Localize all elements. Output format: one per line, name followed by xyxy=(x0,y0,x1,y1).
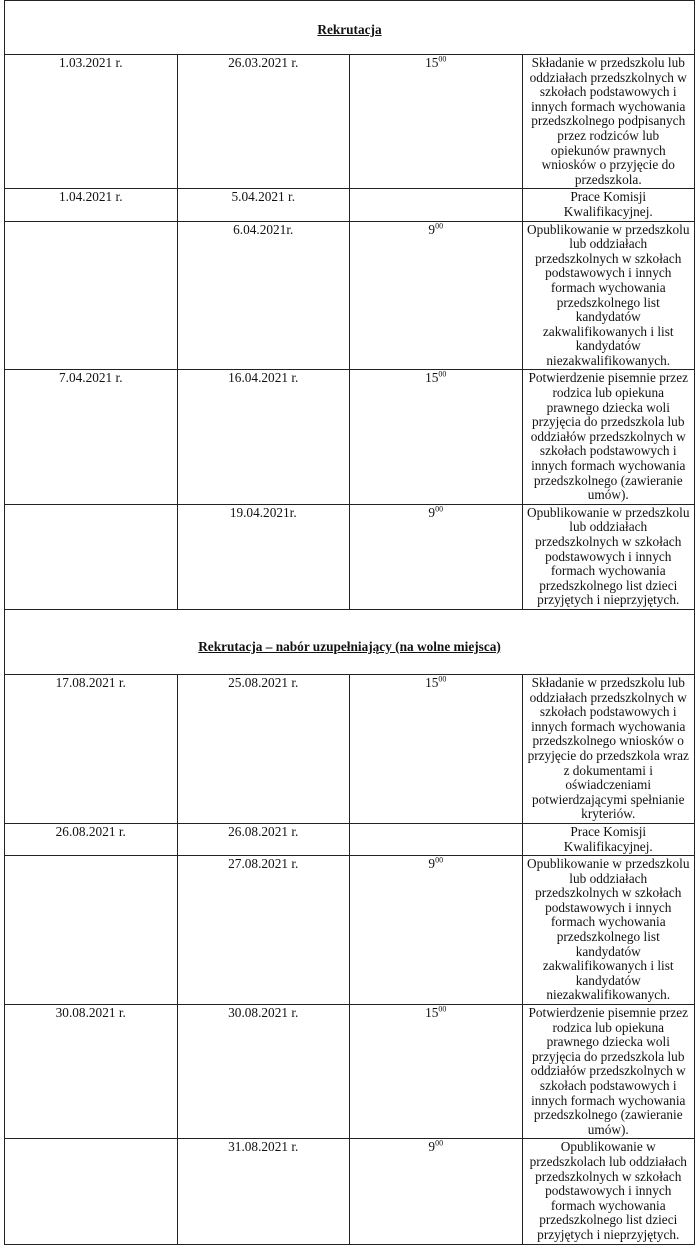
deadline-hour: 9 xyxy=(428,504,436,520)
start-date: 7.04.2021 r. xyxy=(58,370,123,386)
deadline-hour: 15 xyxy=(425,370,439,386)
end-date: 19.04.2021r. xyxy=(229,504,297,520)
end-date: 26.03.2021 r. xyxy=(228,55,299,70)
section-title: Rekrutacja xyxy=(5,1,695,55)
start-date: 30.08.2021 r. xyxy=(55,1005,126,1021)
deadline-minutes: 00 xyxy=(438,674,447,684)
deadline-hour-cell xyxy=(350,189,523,221)
activity-description: Opublikowanie w przedszkolu lub oddziałach przedszkolnych w szkołach podstawowych i innych formach wychowania przedszkolnego list kandydatów zakwalifikowanych i list kandydatów niezakwalifikowanych. xyxy=(522,856,695,1005)
deadline-hour-cell xyxy=(350,1139,523,1244)
end-date-cell xyxy=(177,55,350,189)
deadline-hour-cell xyxy=(350,856,523,1005)
schedule-row xyxy=(5,856,695,1005)
deadline-hour-cell xyxy=(350,504,523,609)
start-date: 26.08.2021 r. xyxy=(55,823,126,839)
end-date: 30.08.2021 r. xyxy=(228,1005,299,1021)
end-date: 5.04.2021 r. xyxy=(231,189,296,205)
activity-description: Składanie w przedszkolu lub oddziałach przedszkolnych w szkołach podstawowych i innych formach wychowania przedszkolnego wniosków o przyjęcie do przedszkola wraz z dokumentami i oświadczeniami potwierdzającymi spełnianie kryteriów. xyxy=(522,674,695,823)
deadline-hour-cell xyxy=(350,370,523,504)
deadline-minutes: 00 xyxy=(438,1004,447,1014)
section-title: Rekrutacja – nabór uzupełniający (na wolne miejsca) xyxy=(5,609,695,674)
schedule-row xyxy=(5,504,695,609)
deadline-hour: 9 xyxy=(428,856,436,872)
schedule-table xyxy=(4,0,695,1245)
end-date-cell xyxy=(177,221,350,370)
end-date-cell xyxy=(177,189,350,221)
start-date: 17.08.2021 r. xyxy=(55,674,126,690)
start-date-cell xyxy=(5,504,178,609)
start-date-cell xyxy=(5,370,178,504)
deadline-minutes: 00 xyxy=(438,370,447,380)
end-date-cell xyxy=(177,674,350,823)
schedule-table-body xyxy=(5,1,695,1245)
start-date-cell xyxy=(5,1005,178,1139)
schedule-row xyxy=(5,221,695,370)
start-date-cell xyxy=(5,189,178,221)
deadline-hour-cell xyxy=(350,823,523,855)
end-date: 25.08.2021 r. xyxy=(228,674,299,690)
end-date-cell xyxy=(177,370,350,504)
deadline-minutes: 00 xyxy=(435,504,444,514)
schedule-row xyxy=(5,674,695,823)
schedule-row xyxy=(5,189,695,221)
start-date-cell xyxy=(5,55,178,189)
deadline-minutes: 00 xyxy=(435,221,444,231)
schedule-row xyxy=(5,1005,695,1139)
deadline-hour-cell xyxy=(350,1005,523,1139)
deadline-hour: 9 xyxy=(428,1139,436,1155)
start-date: 1.03.2021 r. xyxy=(58,55,123,70)
deadline-minutes: 00 xyxy=(435,1138,444,1148)
activity-description: Składanie w przedszkolu lub oddziałach przedszkolnych w szkołach podstawowych i innych formach wychowania przedszkolnego podpisanych przez rodziców lub opiekunów prawnych wniosków o przyjęcie do przedszkola. xyxy=(522,55,695,189)
schedule-row xyxy=(5,370,695,504)
activity-description: Potwierdzenie pisemnie przez rodzica lub opiekuna prawnego dziecka woli przyjęcia do przedszkola lub oddziałów przedszkolnych w szkołach podstawowych i innych formach wychowania przedszkolnego (zawieranie umów). xyxy=(522,1005,695,1139)
end-date-cell xyxy=(177,1139,350,1244)
start-date-cell xyxy=(5,674,178,823)
activity-description: Potwierdzenie pisemnie przez rodzica lub opiekuna prawnego dziecka woli przyjęcia do przedszkola lub oddziałów przedszkolnych w szkołach podstawowych i innych formach wychowania przedszkolnego (zawieranie umów). xyxy=(522,370,695,504)
recruitment-schedule-document xyxy=(4,0,695,1245)
end-date-cell xyxy=(177,504,350,609)
section-header-row xyxy=(5,609,695,674)
end-date: 26.08.2021 r. xyxy=(228,823,299,839)
deadline-hour-cell xyxy=(350,674,523,823)
end-date-cell xyxy=(177,823,350,855)
end-date: 16.04.2021 r. xyxy=(228,370,299,386)
end-date: 6.04.2021r. xyxy=(233,221,294,237)
end-date-cell xyxy=(177,856,350,1005)
activity-description: Opublikowanie w przedszkolach lub oddziałach przedszkolnych w szkołach podstawowych i innych formach wychowania przedszkolnego list dzieci przyjętych i nieprzyjętych. xyxy=(522,1139,695,1244)
deadline-hour: 15 xyxy=(425,55,439,70)
schedule-row xyxy=(5,823,695,855)
activity-description: Opublikowanie w przedszkolu lub oddziałach przedszkolnych w szkołach podstawowych i innych formach wychowania przedszkolnego list dzieci przyjętych i nieprzyjętych. xyxy=(522,504,695,609)
deadline-hour: 9 xyxy=(428,221,436,237)
start-date-cell xyxy=(5,1139,178,1244)
start-date-cell xyxy=(5,856,178,1005)
schedule-row xyxy=(5,1139,695,1244)
start-date-cell xyxy=(5,221,178,370)
end-date-cell xyxy=(177,1005,350,1139)
activity-description: Prace Komisji Kwalifikacyjnej. xyxy=(522,189,695,221)
deadline-hour: 15 xyxy=(425,1005,439,1021)
deadline-minutes: 00 xyxy=(438,54,447,64)
deadline-hour-cell xyxy=(350,221,523,370)
deadline-hour: 15 xyxy=(425,674,439,690)
start-date-cell xyxy=(5,823,178,855)
activity-description: Prace Komisji Kwalifikacyjnej. xyxy=(522,823,695,855)
schedule-row xyxy=(5,55,695,189)
deadline-hour-cell xyxy=(350,55,523,189)
activity-description: Opublikowanie w przedszkolu lub oddziałach przedszkolnych w szkołach podstawowych i innych formach wychowania przedszkolnego list kandydatów zakwalifikowanych i list kandydatów niezakwalifikowanych. xyxy=(522,221,695,370)
start-date: 1.04.2021 r. xyxy=(58,189,123,205)
end-date: 27.08.2021 r. xyxy=(228,856,299,872)
end-date: 31.08.2021 r. xyxy=(228,1139,299,1155)
deadline-minutes: 00 xyxy=(435,855,444,865)
section-header-row xyxy=(5,1,695,55)
